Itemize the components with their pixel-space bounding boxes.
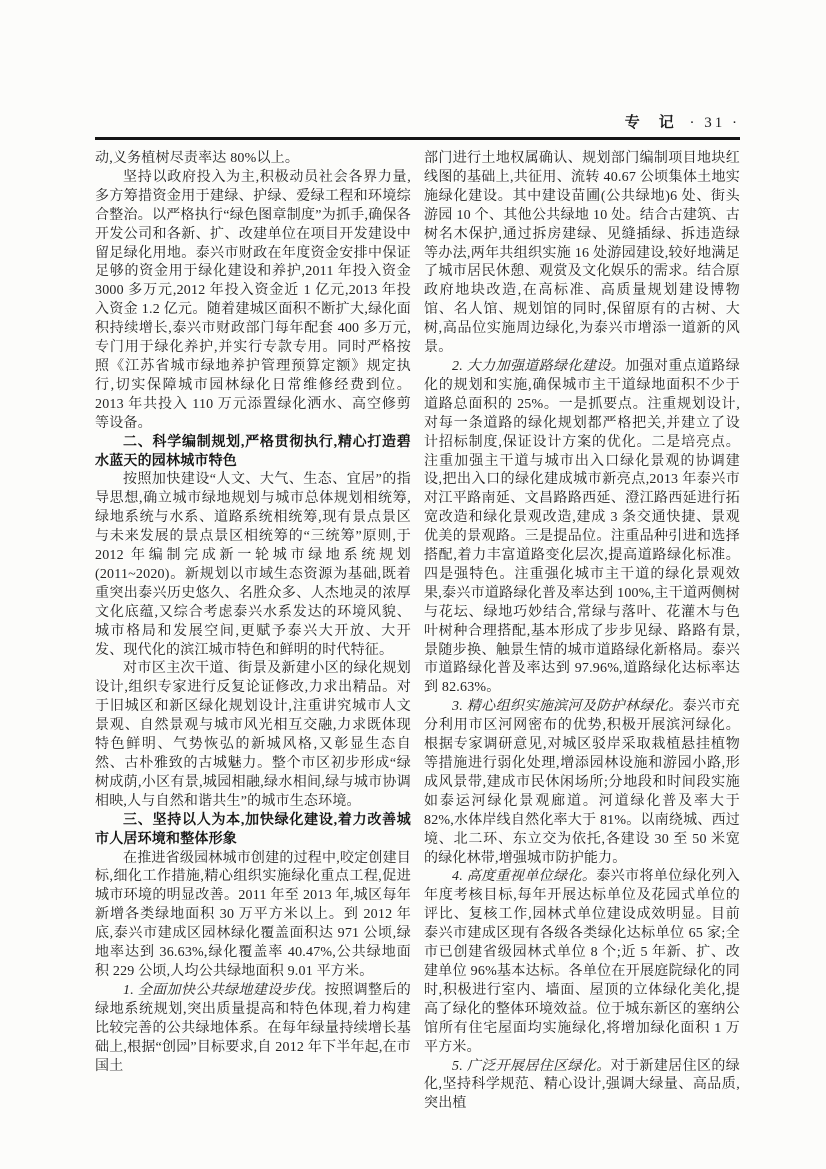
header-rule [95,137,740,140]
numbered-paragraph: 3. 精心组织实施滨河及防护林绿化。泰兴市充分利用市区河网密布的优势,积极开展滨河绿化。根据专家调研意见,对城区驳岸采取栽植悬挂植物等措施进行弱化处理,增添园林设施和游园小路,形成风景带,建成市民休闲场所;分地段和时间段实施如泰运河绿化景观廊道。河道绿化普及率大于 82%,水体岸线自然化率大于 81%。以南绕城、西过境、北二环、东立交为依托,各建设 30 至 50 米宽的绿化林带,增强城市防护能力。 [424,699,740,866]
numbered-item-lead: 2. 大力加强道路绿化建设。 [452,358,626,374]
paragraph: 对市区主次干道、街景及新建小区的绿化规划设计,组织专家进行反复论证修改,力求出精品。对于旧城区和新区绿化规划设计,注重讲究城市人文景观、自然景观与城市风光相互交融,力求既体现特色鲜明、气势恢弘的新城风格,又彰显生态自然、古朴雅致的古城魅力。整个市区初步形成“绿树成荫,小区有景,城园相融,绿水相间,绿与城市协调相映,人与自然和谐共生”的城市生态环境。 [95,661,411,809]
numbered-paragraph: 2. 大力加强道路绿化建设。加强对重点道路绿化的规划和实施,确保城市主干道绿地面积不少于道路总面积的 25%。一是抓要点。注重规划设计,对每一条道路的绿化规划都严格把关,并建立了设计招标制度,保证设计方案的优化。二是培亮点。注重加强主干道与城市出入口绿化景观的协调建设,把出入口的绿化建成城市新亮点,2013 年泰兴市对江平路南延、文昌路路西延、澄江路西延进行拓宽改造和绿化景观改造,建成 3 条交通快捷、景观优美的景观路。三是提品位。注重品种引进和选择搭配,着力丰富道路变化层次,提高道路绿化标准。四是强特色。注重强化城市主干道的绿化景观效果,泰兴市道路绿化普及率达到 100%,主干道两侧树与花坛、绿地巧妙结合,常绿与落叶、花灌木与色叶树种合理搭配,基本形成了步步见绿、路路有景,景随步换、触景生情的城市道路绿化新格局。泰兴市道路绿化普及率达到 97.96%,道路绿化达标率达到 82.63%。 [424,358,740,696]
page-header [95,113,740,133]
left-column [95,150,411,1114]
paragraph: 在推进省级园林城市创建的过程中,咬定创建目标,细化工作措施,精心组织实施绿化重点工程,促进城市环境的明显改善。2011 年至 2013 年,城区每年新增各类绿地面积 30 万平方米以上。到 2012 年底,泰兴市建成区园林绿化覆盖面积达 971 公顷,绿地率达到 36.63%,绿化覆盖率 40.47%,公共绿地面积 229 公顷,人均公共绿地面积 9.01 平方米。 [95,850,411,979]
header-section-label: 专 记 [624,115,676,131]
paragraph: 动,义务植树尽责率达 80%以上。 [95,151,300,166]
header-page-number: · 31 · [689,115,740,131]
numbered-paragraph: 5. 广泛开展居住区绿化。对于新建居住区的绿化,坚持科学规范、精心设计,强调大绿量、高品质,突出植 [424,1058,740,1112]
section-heading: 二、科学编制规划,严格贯彻执行,精心打造碧水蓝天的园林城市特色 [95,434,411,469]
numbered-item-lead: 5. 广泛开展居住区绿化。 [452,1058,611,1074]
text-columns [95,150,740,1114]
paragraph: 部门进行土地权属确认、规划部门编制项目地块红线图的基础上,共征用、流转 40.67 公顷集体土地实施绿化建设。其中建设苗圃(公共绿地)6 处、街头游园 10 个、其他公共绿地 10 处。结合古建筑、古树名木保护,通过拆房建绿、见缝插绿、拆违造绿等办法,两年共组织实施 16 处游园建设,较好地满足了城市居民休憩、观赏及文化娱乐的需求。结合原政府地块改造,在高标准、高质量规划建设博物馆、名人馆、规划馆的同时,保留原有的古树、大树,高品位实施周边绿化,为泰兴市增添一道新的风景。 [424,151,740,356]
right-column [424,150,740,1114]
numbered-item-lead: 1. 全面加快公共绿地建设步伐。 [123,982,325,998]
numbered-paragraph: 1. 全面加快公共绿地建设步伐。按照调整后的绿地系统规划,突出质量提高和特色体现,着力构建比较完善的公共绿地体系。在每年绿量持续增长基础上,根据“创园”目标要求,自 2012 年下半年起,在市国土 [95,982,412,1074]
section-heading: 三、坚持以人为本,加快绿化建设,着力改善城市人居环境和整体形象 [95,812,411,847]
numbered-item-lead: 3. 精心组织实施滨河及防护林绿化。 [452,699,683,715]
paragraph: 坚持以政府投入为主,积极动员社会各界力量,多方筹措资金用于建绿、护绿、爱绿工程和环境综合整治。以严格执行“绿色图章制度”为抓手,确保各开发公司和各新、扩、改建单位在项目开发建设中留足绿化用地。泰兴市财政在年度资金安排中保证足够的资金用于绿化建设和养护,2011 年投入资金 3000 多万元,2012 年投入资金近 1 亿元,2013 年投入资金 1.2 亿元。随着建城区面积不断扩大,绿化面积持续增长,泰兴市财政部门每年配套 400 多万元,专门用于绿化养护,并实行专款专用。同时严格按照《江苏省城市绿地养护管理预算定额》规定执行,切实保障城市园林绿化日常维修经费到位。2013 年共投入 110 万元添置绿化洒水、高空修剪等设备。 [95,169,411,431]
numbered-item-lead: 4. 高度重视单位绿化。 [452,869,597,885]
numbered-paragraph: 4. 高度重视单位绿化。泰兴市将单位绿化列入年度考核目标,每年开展达标单位及花园式单位的评比、复核工作,园林式单位建设成效明显。目前泰兴市建成区现有各级各类绿化达标单位 65 家;全市已创建省级园林式单位 8 个;近 5 年新、扩、改建单位 96%基本达标。各单位在开展庭院绿化的同时,积极进行室内、墙面、屋顶的立体绿化美化,提高了绿化的整体环境效益。位于城东新区的塞纳公馆所有住宅屋面均实施绿化,将增加绿化面积 1 万平方米。 [424,869,740,1055]
paragraph: 按照加快建设“人文、大气、生态、宜居”的指导思想,确立城市绿地规划与城市总体规划相统筹,绿地系统与水系、道路系统相统筹,现有景点景区与未来发展的景点景区相统筹的“三统筹”原则,于 2012 年编制完成新一轮城市绿地系统规划(2011~2020)。新规划以市域生态资源为基础,既着重突出泰兴历史悠久、名胜众多、人杰地灵的浓厚文化底蕴,又综合考虑泰兴水系发达的环境风貌、城市格局和发展空间,更赋予泰兴大开放、大开发、现代化的滨江城市特色和鲜明的时代特征。 [95,472,411,658]
